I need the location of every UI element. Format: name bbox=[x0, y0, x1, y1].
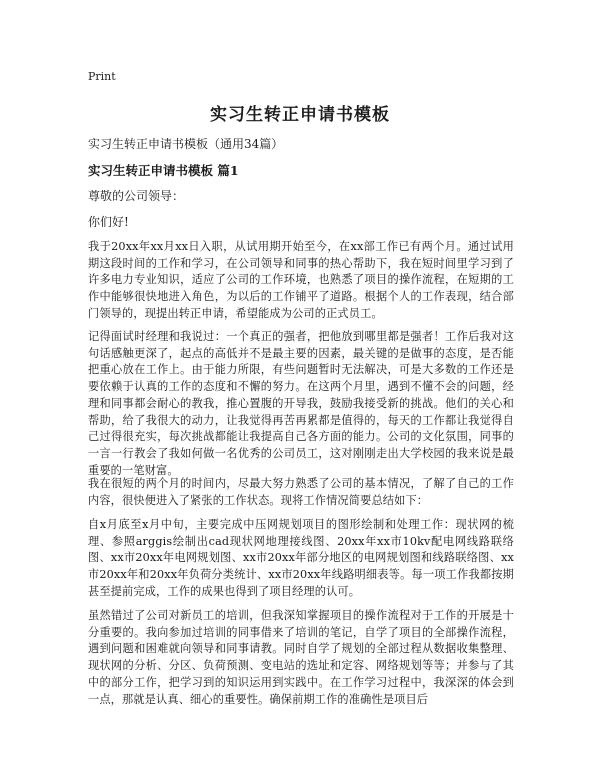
body-paragraph: 自x月底至x月中旬，主要完成中压网规划项目的图形绘制和处理工作：现状网的梳理、参照arggis绘制出cad现状网地理接线图、20xx年xx市10kv配电网线路联络图、xx市20xx年电网规划图、xx市20xx年部分地区的电网规划图和线路联络图、xx市20xx年和20xx年负荷分类统计、xx市20xx年线路明细表等。每一项工作我都按期甚至提前完成，工作的成果也得到了项目经理的认可。 bbox=[88, 518, 514, 598]
body-paragraph: 记得面试时经理和我说过：一个真正的强者，把他放到哪里都是强者！工作后我对这句话感触更深了，起点的高低并不是最主要的因素，最关键的是做事的态度，是否能把重心放在工作上。由于能力所限，有些问题暂时无法解决，可是大多数的工作还是要依赖于认真的工作的态度和不懈的努力。在这两个月里，遇到不懂不会的问题，经理和同事都会耐心的教我，推心置腹的开导我，鼓励我接受新的挑战。他们的关心和帮助，给了我很大的动力，让我觉得再苦再累都是值得的，每天的工作都让我觉得自己过得很充实，每次挑战都能让我提高自己各方面的能力。公司的文化氛围，同事的一言一行教会了我如何做一名优秀的公司员工，这对刚刚走出大学校园的我来说是最重要的一笔财富。 bbox=[88, 330, 514, 477]
document-subtitle: 实习生转正申请书模板（通用34篇） bbox=[88, 137, 284, 151]
body-paragraph: 我在很短的两个月的时间内，尽最大努力熟悉了公司的基本情况，了解了自己的工作内容，很快便进入了紧张的工作状态。现将工作情况简要总结如下： bbox=[88, 477, 514, 507]
section-heading: 实习生转正申请书模板 篇1 bbox=[88, 163, 239, 178]
print-link[interactable]: Print bbox=[88, 70, 116, 83]
salutation: 尊敬的公司领导： bbox=[88, 189, 185, 203]
body-paragraph: 虽然错过了公司对新员工的培训，但我深知掌握项目的操作流程对于工作的开展是十分重要的。我向参加过培训的同事借来了培训的笔记，自学了项目的全部操作流程，遇到问题和困难就向领导和同事请教。同时自学了规划的全部过程从数据收集整理、现状网的分析、分区、负荷预测、变电站的选址和定容、网络规划等等；并参与了其中的部分工作，把学习到的知识运用到实践中。在工作学习过程中，我深深的体会到一点，那就是认真、细心的重要性。确保前期工作的准确性是项目后 bbox=[88, 609, 514, 706]
greeting: 你们好! bbox=[88, 215, 129, 229]
body-paragraph: 我于20xx年xx月xx日入职，从试用期开始至今，在xx部工作已有两个月。通过试用期这段时间的工作和学习，在公司领导和同事的热心帮助下，我在短时间里学习到了许多电力专业知识，适应了公司的工作环境，也熟悉了项目的操作流程，在短期的工作中能够很快地进入角色，为以后的工作铺平了道路。根据个人的工作表现，结合部门领导的，现提出转正申请，希望能成为公司的正式员工。 bbox=[88, 240, 514, 320]
document-title: 实习生转正申请书模板 bbox=[210, 105, 390, 125]
